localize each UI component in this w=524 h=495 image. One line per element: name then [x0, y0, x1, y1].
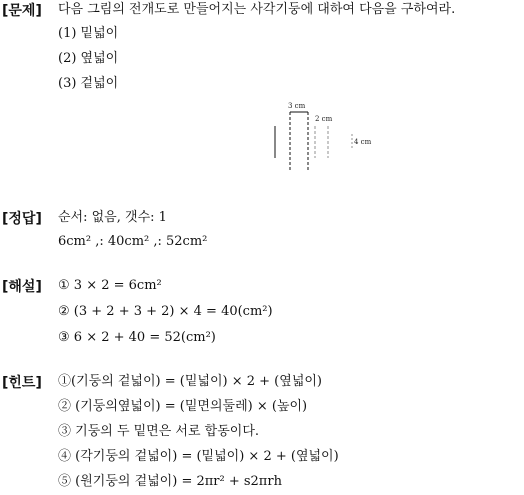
label-4cm: 4 cm: [354, 138, 372, 146]
problem-question: 다음 그림의 전개도로 만들어지는 사각기둥에 대하여 다음을 구하여라.: [58, 2, 456, 17]
hint-line-4: ④ (각기둥의 겉넓이) = (밑넓이) × 2 + (옆넓이): [58, 449, 339, 464]
problem-item-2: (2) 옆넓이: [58, 51, 119, 66]
problem-item-1: (1) 밑넓이: [58, 26, 119, 41]
label-3cm: 3 cm: [288, 102, 306, 110]
answer-line-1: 순서: 없음, 갯수: 1: [58, 210, 167, 225]
hint-tag: [힌트]: [2, 375, 42, 391]
hint-line-3: ③ 기둥의 두 밑면은 서로 합동이다.: [58, 424, 260, 439]
label-2cm: 2 cm: [315, 115, 333, 123]
explanation-line-3: ③ 6 × 2 + 40 = 52(cm²): [58, 330, 216, 345]
explanation-line-1: ① 3 × 2 = 6cm²: [58, 278, 162, 293]
hint-line-5: ⑤ (원기둥의 겉넓이) = 2πr² + s2πrh: [58, 474, 282, 489]
problem-item-3: (3) 겉넓이: [58, 76, 119, 91]
hint-line-1: ①(기둥의 겉넓이) = (밑넓이) × 2 + (옆넓이): [58, 374, 323, 389]
answer-line-2: 6cm² ,: 40cm² ,: 52cm²: [58, 234, 208, 249]
problem-tag: [문제]: [2, 3, 42, 19]
answer-tag: [정답]: [2, 211, 42, 227]
explanation-line-2: ② (3 + 2 + 3 + 2) × 4 = 40(cm²): [58, 304, 273, 319]
hint-line-2: ② (기둥의옆넓이) = (밑면의둘레) × (높이): [58, 399, 308, 414]
explanation-tag: [해설]: [2, 279, 42, 295]
prism-net-figure: [268, 96, 378, 176]
